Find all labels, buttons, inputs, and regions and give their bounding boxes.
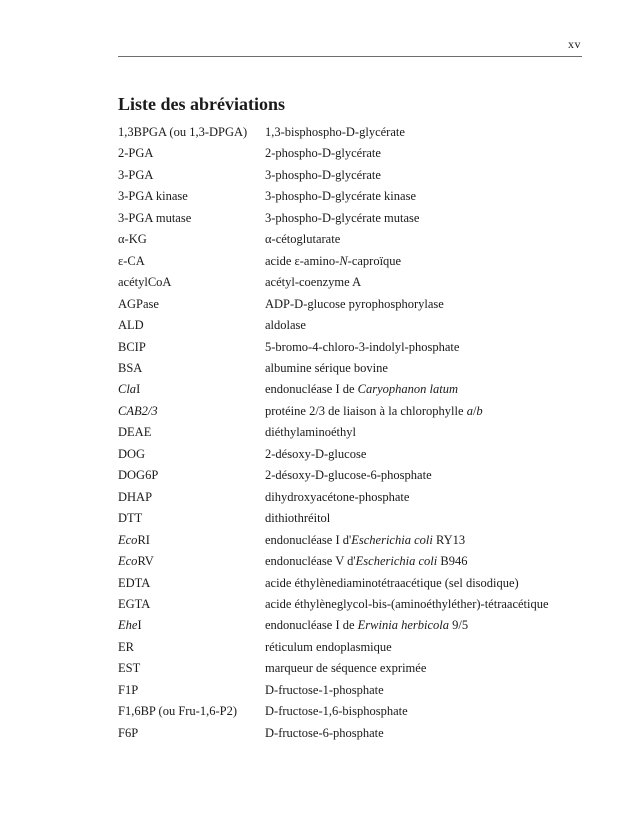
abbreviation-term: EcoRV (118, 554, 154, 569)
abbreviation-definition: acétyl-coenzyme A (265, 275, 362, 290)
abbreviation-row (118, 122, 588, 143)
abbreviation-row (118, 294, 588, 315)
abbreviation-definition: acide éthylèneglycol-bis-(aminoéthyléther)-tétraacétique (265, 596, 549, 611)
abbreviation-term: F6P (118, 725, 139, 740)
abbreviation-row (118, 465, 588, 486)
abbreviation-term: BSA (118, 360, 143, 375)
abbreviation-row (118, 573, 588, 594)
abbreviation-definition: 5-bromo-4-chloro-3-indolyl-phosphate (265, 339, 460, 354)
abbreviation-row (118, 401, 588, 422)
abbreviation-term: 2-PGA (118, 146, 154, 161)
abbreviation-row (118, 379, 588, 400)
abbreviation-definition: ADP-D-glucose pyrophosphorylase (265, 296, 444, 311)
abbreviation-term: DOG6P (118, 468, 159, 483)
abbreviation-definition: acide éthylènediaminotétraacétique (sel disodique) (265, 575, 519, 590)
abbreviation-term: α-KG (118, 232, 147, 247)
abbreviation-row (118, 723, 588, 744)
abbreviation-definition: endonucléase V d'Escherichia coli B946 (265, 554, 468, 569)
abbreviation-definition: endonucléase I de Caryophanon latum (265, 382, 459, 397)
abbreviation-term: EheI (118, 618, 142, 633)
abbreviation-term: F1P (118, 682, 139, 697)
page-title: Liste des abréviations (118, 94, 286, 114)
abbreviation-definition: D-fructose-1-phosphate (265, 682, 384, 697)
abbreviation-term: ClaI (118, 382, 141, 397)
abbreviation-row (118, 444, 588, 465)
header-divider (118, 56, 582, 57)
abbreviation-table (118, 122, 588, 744)
abbreviation-row (118, 337, 588, 358)
abbreviation-list (118, 122, 588, 744)
abbreviation-row (118, 143, 588, 164)
abbreviation-term: DHAP (118, 489, 153, 504)
abbreviation-definition: diéthylaminoéthyl (265, 425, 356, 440)
abbreviation-term: F1,6BP (ou Fru-1,6-P2) (118, 704, 237, 719)
abbreviation-definition: 2-phospho-D-glycérate (265, 146, 381, 161)
page-number: xv (568, 37, 581, 51)
abbreviation-row (118, 658, 588, 679)
abbreviation-row (118, 701, 588, 722)
abbreviation-row (118, 358, 588, 379)
abbreviation-term: DTT (118, 511, 143, 526)
abbreviation-row (118, 251, 588, 272)
abbreviation-row (118, 530, 588, 551)
abbreviation-term: 1,3BPGA (ou 1,3-DPGA) (118, 125, 248, 139)
abbreviation-definition: dihydroxyacétone-phosphate (265, 489, 410, 504)
abbreviation-row (118, 487, 588, 508)
abbreviation-definition: albumine sérique bovine (265, 360, 388, 375)
abbreviation-row (118, 272, 588, 293)
abbreviation-definition: endonucléase I de Erwinia herbicola 9/5 (265, 618, 469, 633)
abbreviation-term: AGPase (118, 296, 159, 311)
abbreviation-term: BCIP (118, 339, 146, 354)
abbreviation-row (118, 186, 588, 207)
abbreviation-definition: 1,3-bisphospho-D-glycérate (265, 125, 405, 139)
abbreviation-definition: aldolase (265, 318, 306, 333)
abbreviation-row (118, 508, 588, 529)
abbreviation-term: EST (118, 661, 141, 676)
abbreviation-row (118, 615, 588, 636)
abbreviation-row (118, 229, 588, 250)
abbreviation-definition: 2-désoxy-D-glucose (265, 446, 367, 461)
abbreviation-definition: acide ε-amino-N-caproïque (265, 253, 402, 268)
abbreviation-term: 3-PGA (118, 167, 154, 182)
abbreviation-definition: endonucléase I d'Escherichia coli RY13 (265, 532, 466, 547)
abbreviation-row (118, 551, 588, 572)
abbreviation-term: EGTA (118, 596, 151, 611)
abbreviation-definition: 2-désoxy-D-glucose-6-phosphate (265, 468, 432, 483)
abbreviation-term: CAB2/3 (118, 403, 158, 418)
abbreviation-definition: α-cétoglutarate (265, 232, 341, 247)
abbreviation-definition: protéine 2/3 de liaison à la chlorophylle a/b (265, 403, 483, 418)
abbreviation-row (118, 637, 588, 658)
abbreviation-definition: 3-phospho-D-glycérate (265, 167, 381, 182)
abbreviation-term: EDTA (118, 575, 151, 590)
abbreviation-definition: D-fructose-6-phosphate (265, 725, 384, 740)
abbreviation-term: 3-PGA kinase (118, 189, 188, 204)
abbreviation-term: 3-PGA mutase (118, 210, 192, 225)
abbreviation-term: acétylCoA (118, 275, 172, 290)
abbreviation-definition: réticulum endoplasmique (265, 639, 392, 654)
abbreviation-row (118, 594, 588, 615)
abbreviation-definition: D-fructose-1,6-bisphosphate (265, 704, 408, 719)
abbreviation-definition: dithiothréitol (265, 511, 331, 526)
abbreviation-definition: marqueur de séquence exprimée (265, 661, 427, 676)
abbreviation-row (118, 315, 588, 336)
abbreviation-definition: 3-phospho-D-glycérate kinase (265, 189, 416, 204)
abbreviation-definition: 3-phospho-D-glycérate mutase (265, 210, 420, 225)
abbreviation-term: DEAE (118, 425, 152, 440)
abbreviation-row (118, 680, 588, 701)
abbreviation-term: ALD (118, 318, 144, 333)
abbreviation-row (118, 208, 588, 229)
abbreviation-term: EcoRI (118, 532, 150, 547)
abbreviation-term: ε-CA (118, 253, 145, 268)
abbreviation-row (118, 165, 588, 186)
abbreviation-term: ER (118, 639, 134, 654)
abbreviation-row (118, 422, 588, 443)
abbreviation-term: DOG (118, 446, 146, 461)
